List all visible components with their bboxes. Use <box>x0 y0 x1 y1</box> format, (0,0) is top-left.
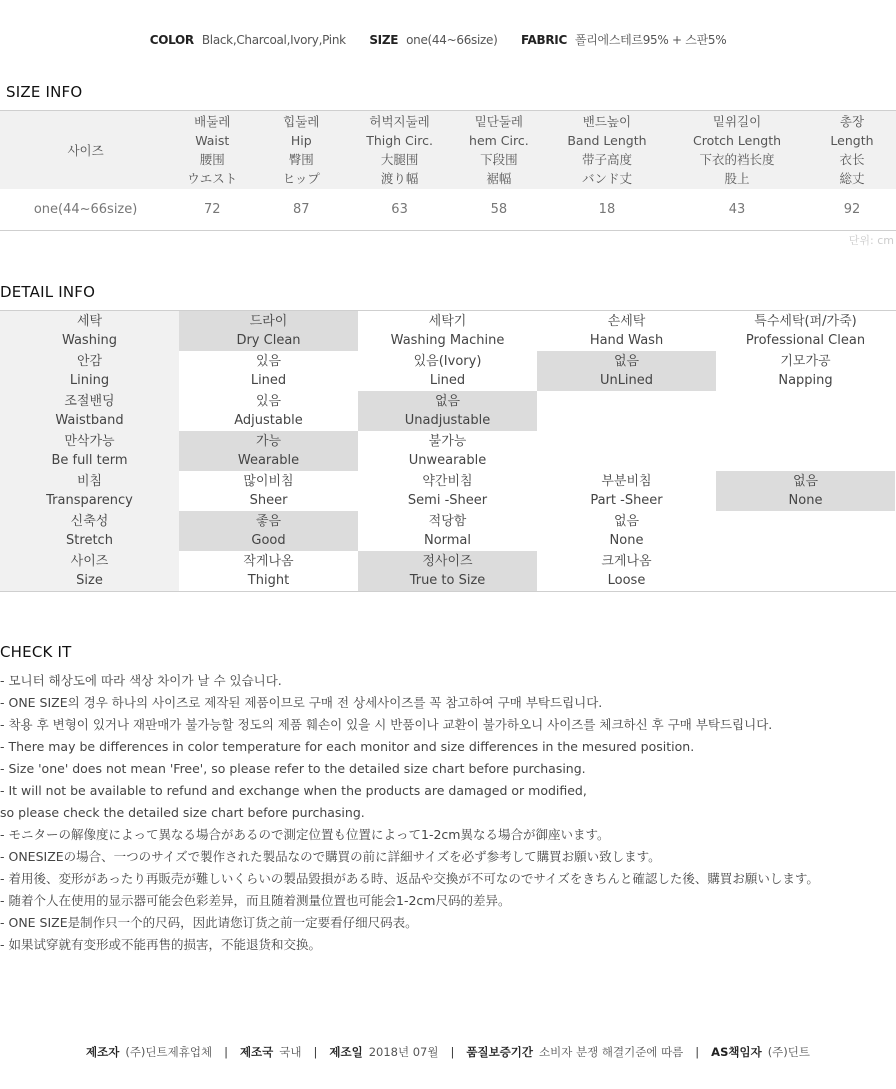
detail-option-text: 있음 <box>255 394 282 409</box>
size-value-cell: 63 <box>391 202 408 217</box>
detail-label-text: Lining <box>69 373 110 388</box>
detail-label-text: Stretch <box>66 533 113 548</box>
detail-option-text: Part -Sheer <box>590 493 663 508</box>
detail-option-text: 부분비침 <box>601 474 652 489</box>
size-column-label: 臀围 <box>288 152 314 167</box>
detail-label-text: Size <box>76 573 103 588</box>
detail-label-text: 비침 <box>76 474 103 489</box>
detail-option-text: Dry Clean <box>236 333 301 348</box>
detail-label-text: Washing <box>61 333 118 348</box>
size-column-label: Waist <box>195 133 230 148</box>
detail-option-selected <box>179 511 358 551</box>
detail-option-text: 있음 <box>255 354 282 369</box>
size-column-label: 밴드높이 <box>582 114 632 129</box>
detail-row <box>0 471 896 511</box>
detail-table <box>0 310 896 592</box>
detail-option <box>537 391 716 431</box>
check-it-line: - ONE SIZE의 경우 하나의 사이즈로 제작된 제품이므로 구매 전 상세사이즈를 꼭 참고하여 구매 부탁드립니다. <box>0 695 603 710</box>
detail-label-text: Waistband <box>55 413 124 428</box>
detail-option-text: None <box>788 493 823 508</box>
detail-option-text: Unadjustable <box>404 413 491 428</box>
detail-option-text: 손세탁 <box>607 314 646 329</box>
size-column-label: Length <box>830 133 874 148</box>
detail-option-text: 좋음 <box>255 514 282 529</box>
detail-option <box>179 391 358 431</box>
size-column-header <box>808 111 896 189</box>
size-column-label: 밑단둘레 <box>474 114 524 129</box>
check-it-list <box>0 670 896 956</box>
detail-option-text: True to Size <box>409 573 486 588</box>
size-info-title: SIZE INFO <box>6 83 83 101</box>
detail-option <box>716 311 895 351</box>
detail-option <box>716 551 895 591</box>
detail-label-text: Be full term <box>51 453 128 468</box>
detail-option-text: Professional Clean <box>745 333 866 348</box>
detail-option-text: 없음 <box>613 354 640 369</box>
detail-option <box>179 551 358 591</box>
size-value-cell: 58 <box>490 202 508 217</box>
size-column-label: 衣长 <box>839 152 865 167</box>
maker-label: 제조자 <box>86 1045 120 1059</box>
size-table-header <box>0 111 896 189</box>
detail-row-label <box>0 431 179 471</box>
manufacturer-footer <box>0 1044 896 1060</box>
detail-option-text: 정사이즈 <box>422 554 473 569</box>
size-column-label: 밑위길이 <box>712 114 762 129</box>
detail-option-selected <box>537 351 716 391</box>
detail-row-label <box>0 351 179 391</box>
size-row-name: one(44~66size) <box>33 202 138 217</box>
detail-option-text: 없음 <box>613 514 640 529</box>
size-column-label: ウエスト <box>187 171 238 186</box>
warranty-label: 품질보증기간 <box>466 1045 534 1059</box>
unit-note: 단위: cm <box>848 234 894 247</box>
detail-option-text: 없음 <box>792 474 819 489</box>
detail-option <box>537 551 716 591</box>
size-column-label: ヒップ <box>282 171 320 186</box>
detail-option-text: Semi -Sheer <box>407 493 488 508</box>
detail-option-text: Lined <box>429 373 466 388</box>
as-value: (주)딘트 <box>767 1045 810 1059</box>
size-column-label: 힙둘레 <box>283 114 320 129</box>
check-it-line: - 随着个人在使用的显示器可能会色彩差异，而且随着测量位置也可能会1-2cm尺码的差异。 <box>0 893 511 908</box>
detail-row-label <box>0 471 179 511</box>
detail-option-text: 크게나옴 <box>601 554 652 569</box>
detail-option-text: 특수세탁(퍼/가죽) <box>754 314 857 329</box>
detail-option <box>537 311 716 351</box>
detail-label-text: 사이즈 <box>70 554 109 569</box>
detail-label-text: Transparency <box>46 493 133 508</box>
detail-option-text: 약간비침 <box>422 474 473 489</box>
detail-option-text: 가능 <box>255 434 282 449</box>
detail-option-text: Sheer <box>249 493 288 508</box>
size-value-cell: 43 <box>728 202 746 217</box>
size-column-label: Thigh Circ. <box>366 133 433 148</box>
detail-option-selected <box>358 551 537 591</box>
warranty-value: 소비자 분쟁 해결기준에 따름 <box>539 1045 684 1059</box>
detail-option <box>358 311 537 351</box>
check-it-title: CHECK IT <box>0 643 72 661</box>
detail-option-text: 작게나옴 <box>243 554 294 569</box>
detail-option <box>358 431 537 471</box>
detail-option <box>358 351 537 391</box>
check-it-line: - 如果试穿就有变形或不能再售的损害，不能退货和交换。 <box>0 937 321 952</box>
size-column-label: 腰围 <box>199 152 225 167</box>
size-label: SIZE <box>369 33 399 47</box>
detail-option <box>716 431 895 471</box>
color-value: Black,Charcoal,Ivory,Pink <box>201 33 346 47</box>
detail-row-label <box>0 511 179 551</box>
detail-option-text: Loose <box>607 573 646 588</box>
check-it-line: - Size 'one' does not mean 'Free', so please refer to the detailed size chart before purchasing. <box>0 761 586 776</box>
detail-label-text: 신축성 <box>70 514 109 529</box>
detail-option-text: 드라이 <box>249 314 288 329</box>
size-column-label: 裾幅 <box>486 171 512 186</box>
detail-option-text: Wearable <box>237 453 300 468</box>
footer-separator: | <box>695 1045 700 1059</box>
detail-option-text: UnLined <box>599 373 654 388</box>
as-label: AS책임자 <box>711 1045 762 1059</box>
detail-option <box>537 471 716 511</box>
size-column-label: 股上 <box>724 171 750 186</box>
check-it-line: - 着用後、変形があったり再販売が難しいくらいの製品毀損がある時、返品や交換が不可なのでサイズをきちんと確認した後、購買お願いします。 <box>0 871 819 886</box>
detail-option-text: 없음 <box>434 394 461 409</box>
size-value: one(44~66size) <box>406 33 498 47</box>
size-column-label: 下段围 <box>480 152 518 167</box>
check-it-line: - モニターの解像度によって異なる場合があるので測定位置も位置によって1-2cm異なる場合が御座います。 <box>0 827 610 842</box>
size-column-label: 배둘레 <box>194 114 231 129</box>
detail-option-text: 불가능 <box>428 434 467 449</box>
detail-option <box>358 471 537 511</box>
fabric-label: FABRIC <box>521 33 567 47</box>
detail-option-text: Adjustable <box>234 413 303 428</box>
size-table-row <box>0 189 896 231</box>
detail-option-text: Washing Machine <box>390 333 505 348</box>
detail-row <box>0 311 896 351</box>
detail-option-text: Good <box>251 533 286 548</box>
detail-info-title: DETAIL INFO <box>0 283 96 301</box>
size-column-label: 総丈 <box>839 171 865 186</box>
detail-option <box>716 391 895 431</box>
size-value-cell: 92 <box>843 202 861 217</box>
detail-row <box>0 551 896 591</box>
check-it-line: - ONESIZEの場合、一つのサイズで製作された製品なので購買の前に詳細サイズを必ず参考して購買お願い致します。 <box>0 849 661 864</box>
detail-option-text: 적당함 <box>428 514 467 529</box>
date-label: 제조일 <box>329 1045 363 1059</box>
detail-row-label <box>0 311 179 351</box>
detail-row-label <box>0 391 179 431</box>
detail-option <box>716 351 895 391</box>
size-column-label: バンド丈 <box>581 171 632 186</box>
detail-option-selected <box>179 311 358 351</box>
detail-option <box>179 351 358 391</box>
detail-option <box>716 511 895 551</box>
detail-option-selected <box>716 471 895 511</box>
detail-option-text: None <box>609 533 644 548</box>
size-column-label: 渡り幅 <box>380 171 419 186</box>
size-column-header <box>666 111 808 189</box>
detail-option-text: Hand Wash <box>589 333 664 348</box>
size-column-label: 带子高度 <box>581 152 632 167</box>
check-it-line: - ONE SIZE是制作只一个的尺码，因此请您订货之前一定要看仔细尺码表。 <box>0 915 418 930</box>
check-it-line: so please check the detailed size chart before purchasing. <box>0 805 365 820</box>
size-column-header <box>253 111 349 189</box>
detail-option-text: Thight <box>247 573 290 588</box>
detail-option <box>358 511 537 551</box>
footer-separator: | <box>450 1045 455 1059</box>
detail-option-text: Normal <box>423 533 472 548</box>
check-it-line: - It will not be available to refund and exchange when the products are damaged or modified, <box>0 783 587 798</box>
detail-row <box>0 351 896 391</box>
check-it-line: - 모니터 해상도에 따라 색상 차이가 날 수 있습니다. <box>0 673 282 688</box>
fabric-value: 폴리에스테르95% + 스판5% <box>574 33 727 47</box>
size-row-header: 사이즈 <box>67 142 104 158</box>
size-column-header <box>171 111 253 189</box>
detail-option <box>537 511 716 551</box>
detail-label-text: 만삭가능 <box>64 434 115 449</box>
color-label: COLOR <box>149 33 194 47</box>
detail-option-text: Napping <box>778 373 833 388</box>
size-column-label: hem Circ. <box>469 133 529 148</box>
detail-option-text: Lined <box>250 373 287 388</box>
size-column-label: Crotch Length <box>693 133 782 148</box>
maker-value: (주)딘트제휴업체 <box>125 1045 213 1059</box>
size-value-cell: 87 <box>293 202 310 217</box>
detail-option <box>537 431 716 471</box>
detail-label-text: 안감 <box>76 354 103 369</box>
product-spec-line <box>0 31 896 48</box>
size-table <box>0 110 896 231</box>
detail-option <box>179 471 358 511</box>
size-column-label: 下衣的裆长度 <box>699 152 775 167</box>
size-column-label: 허벅지둘레 <box>369 114 430 129</box>
detail-label-text: 세탁 <box>76 314 103 329</box>
detail-option-selected <box>179 431 358 471</box>
check-it-line: - 착용 후 변형이 있거나 재판매가 불가능할 정도의 제품 훼손이 있을 시 반품이나 교환이 불가하오니 사이즈를 체크하신 후 구매 부탁드립니다. <box>0 717 773 732</box>
date-value: 2018년 07월 <box>368 1045 439 1059</box>
size-column-header <box>349 111 450 189</box>
check-it-line: - There may be differences in color temperature for each monitor and size differences in the mesured position. <box>0 739 695 754</box>
country-value: 국내 <box>279 1045 302 1059</box>
detail-row <box>0 391 896 431</box>
detail-option-selected <box>358 391 537 431</box>
detail-row <box>0 431 896 471</box>
detail-option-text: 기모가공 <box>780 354 831 369</box>
size-column-label: 총장 <box>839 114 865 129</box>
size-column-label: Band Length <box>567 133 647 148</box>
detail-option-text: Unwearable <box>408 453 487 468</box>
detail-option-text: 세탁기 <box>428 314 467 329</box>
detail-option-text: 많이비침 <box>243 474 294 489</box>
country-label: 제조국 <box>239 1045 274 1059</box>
size-value-cell: 18 <box>598 202 616 217</box>
size-column-header <box>450 111 548 189</box>
size-column-header <box>548 111 666 189</box>
footer-separator: | <box>224 1045 228 1059</box>
detail-row-label <box>0 551 179 591</box>
footer-separator: | <box>313 1045 318 1059</box>
detail-label-text: 조절밴딩 <box>64 394 115 409</box>
size-column-label: 大腿围 <box>380 152 419 167</box>
detail-row <box>0 511 896 551</box>
detail-option-text: 있음(Ivory) <box>413 354 482 369</box>
size-column-label: Hip <box>290 133 312 148</box>
size-value-cell: 72 <box>203 202 221 217</box>
